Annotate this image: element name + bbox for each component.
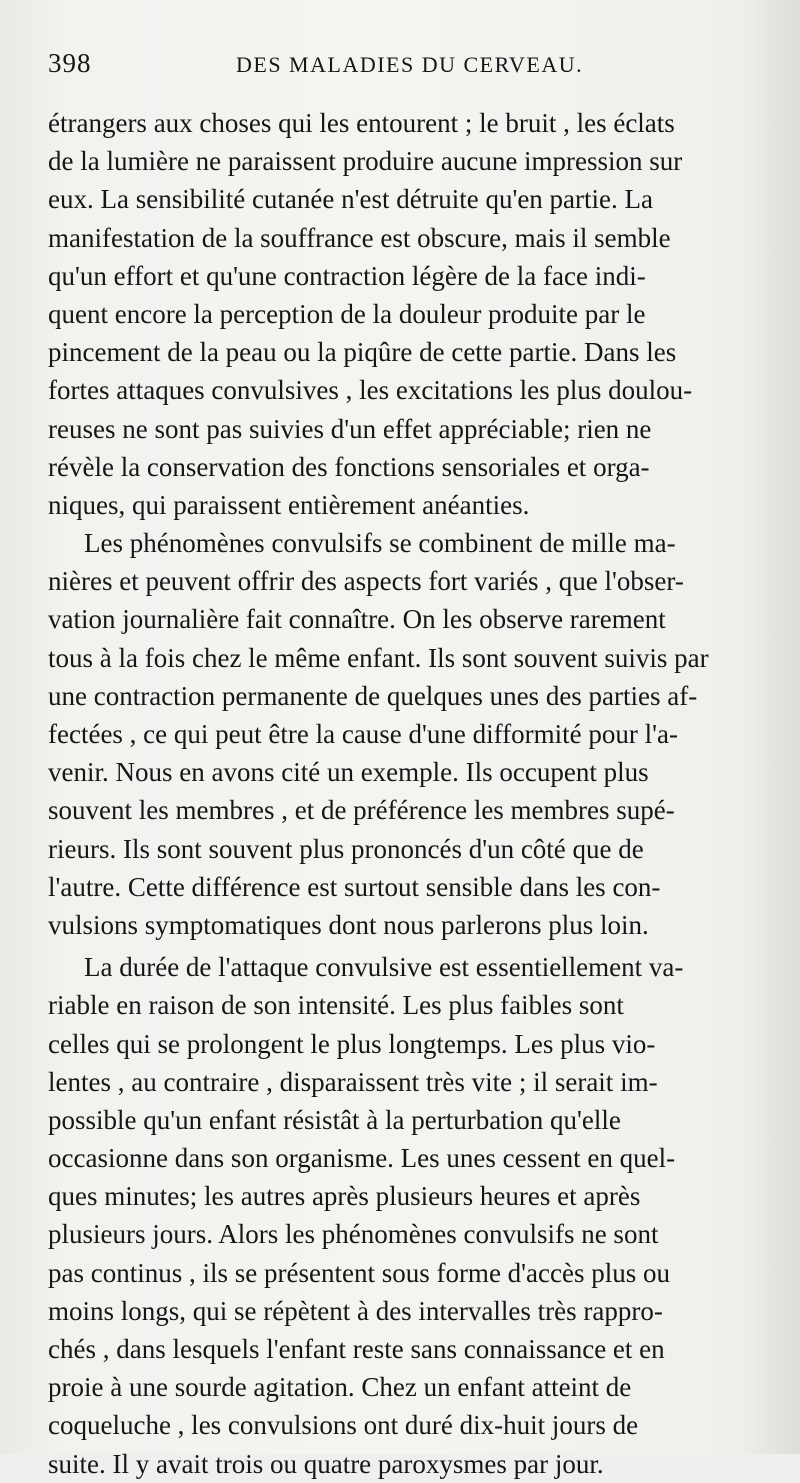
text-line: venir. Nous en avons cité un exemple. Ils occupent plus (48, 757, 649, 788)
text-line: vation journalière fait connaître. On les observe rarement (48, 604, 666, 635)
text-line: tous à la fois chez le même enfant. Ils sont souvent suivis par (48, 642, 709, 673)
text-line: fectées , ce qui peut être la cause d'une difformité pour l'a- (48, 719, 678, 749)
text-line: révèle la conservation des fonctions sensoriales et orga- (48, 451, 650, 482)
paragraph-start-line: Les phénomènes convulsifs se combinent de mille ma- (84, 528, 676, 559)
text-line: proie à une sourde agitation. Chez un enfant atteint de (48, 1372, 632, 1403)
page-number: 398 (48, 48, 92, 78)
text-line: plusieurs jours. Alors les phénomènes convulsifs ne sont (48, 1219, 659, 1250)
text-line: étrangers aux choses qui les entourent ; le bruit , les éclats (48, 108, 675, 138)
text-line: moins longs, qui se répètent à des intervalles très rappro- (48, 1295, 663, 1326)
text-line: occasionne dans son organisme. Les unes cessent en quel- (48, 1143, 676, 1174)
text-line: possible qu'un enfant résistât à la perturbation qu'elle (48, 1104, 621, 1135)
text-line: l'autre. Cette différence est surtout sensible dans les con- (48, 871, 661, 902)
text-line: qu'un effort et qu'une contraction légère de la face indi- (48, 260, 646, 291)
text-line: reuses ne sont pas suivies d'un effet appréciable; rien ne (48, 413, 652, 444)
text-line: ques minutes; les autres après plusieurs heures et après (48, 1181, 641, 1212)
text-line: niques, qui paraissent entièrement anéanties. (48, 489, 530, 520)
text-line: quent encore la perception de la douleur produite par le (48, 298, 646, 329)
text-line: fortes attaques convulsives , les excitations les plus doulou- (48, 375, 693, 406)
text-line: une contraction permanente de quelques unes des parties af- (48, 680, 698, 711)
text-line: suite. Il y avait trois ou quatre paroxysmes par jour. (48, 1448, 604, 1479)
text-line: souvent les membres , et de préférence les membres supé- (48, 795, 675, 826)
text-line: chés , dans lesquels l'enfant reste sans connaissance et en (48, 1334, 665, 1364)
text-line: lentes , au contraire , disparaissent très vite ; il serait im- (48, 1066, 658, 1097)
text-line: vulsions symptomatiques dont nous parlerons plus loin. (48, 909, 649, 940)
body-text (48, 104, 788, 1483)
text-line: rieurs. Ils sont souvent plus prononcés d'un côté que de (48, 833, 644, 864)
text-line: eux. La sensibilité cutanée n'est détruite qu'en partie. La (48, 184, 653, 215)
running-head (48, 48, 788, 84)
text-line: pincement de la peau ou la piqûre de cette partie. Dans les (48, 337, 677, 368)
text-line: manifestation de la souffrance est obscure, mais il semble (48, 222, 671, 253)
paragraph-start-line: La durée de l'attaque convulsive est essentiellement va- (84, 952, 684, 983)
text-line: de la lumière ne paraissent produire aucune impression sur (48, 146, 683, 177)
text-line: coqueluche , les convulsions ont duré dix-huit jours de (48, 1410, 639, 1441)
text-line: nières et peuvent offrir des aspects fort variés , que l'obser- (48, 566, 684, 597)
text-line: celles qui se prolongent le plus longtemps. Les plus vio- (48, 1028, 656, 1059)
text-line: riable en raison de son intensité. Les plus faibles sont (48, 990, 624, 1021)
text-line: pas continus , ils se présentent sous forme d'accès plus ou (48, 1257, 670, 1288)
running-title: DES MALADIES DU CERVEAU. (236, 52, 584, 77)
